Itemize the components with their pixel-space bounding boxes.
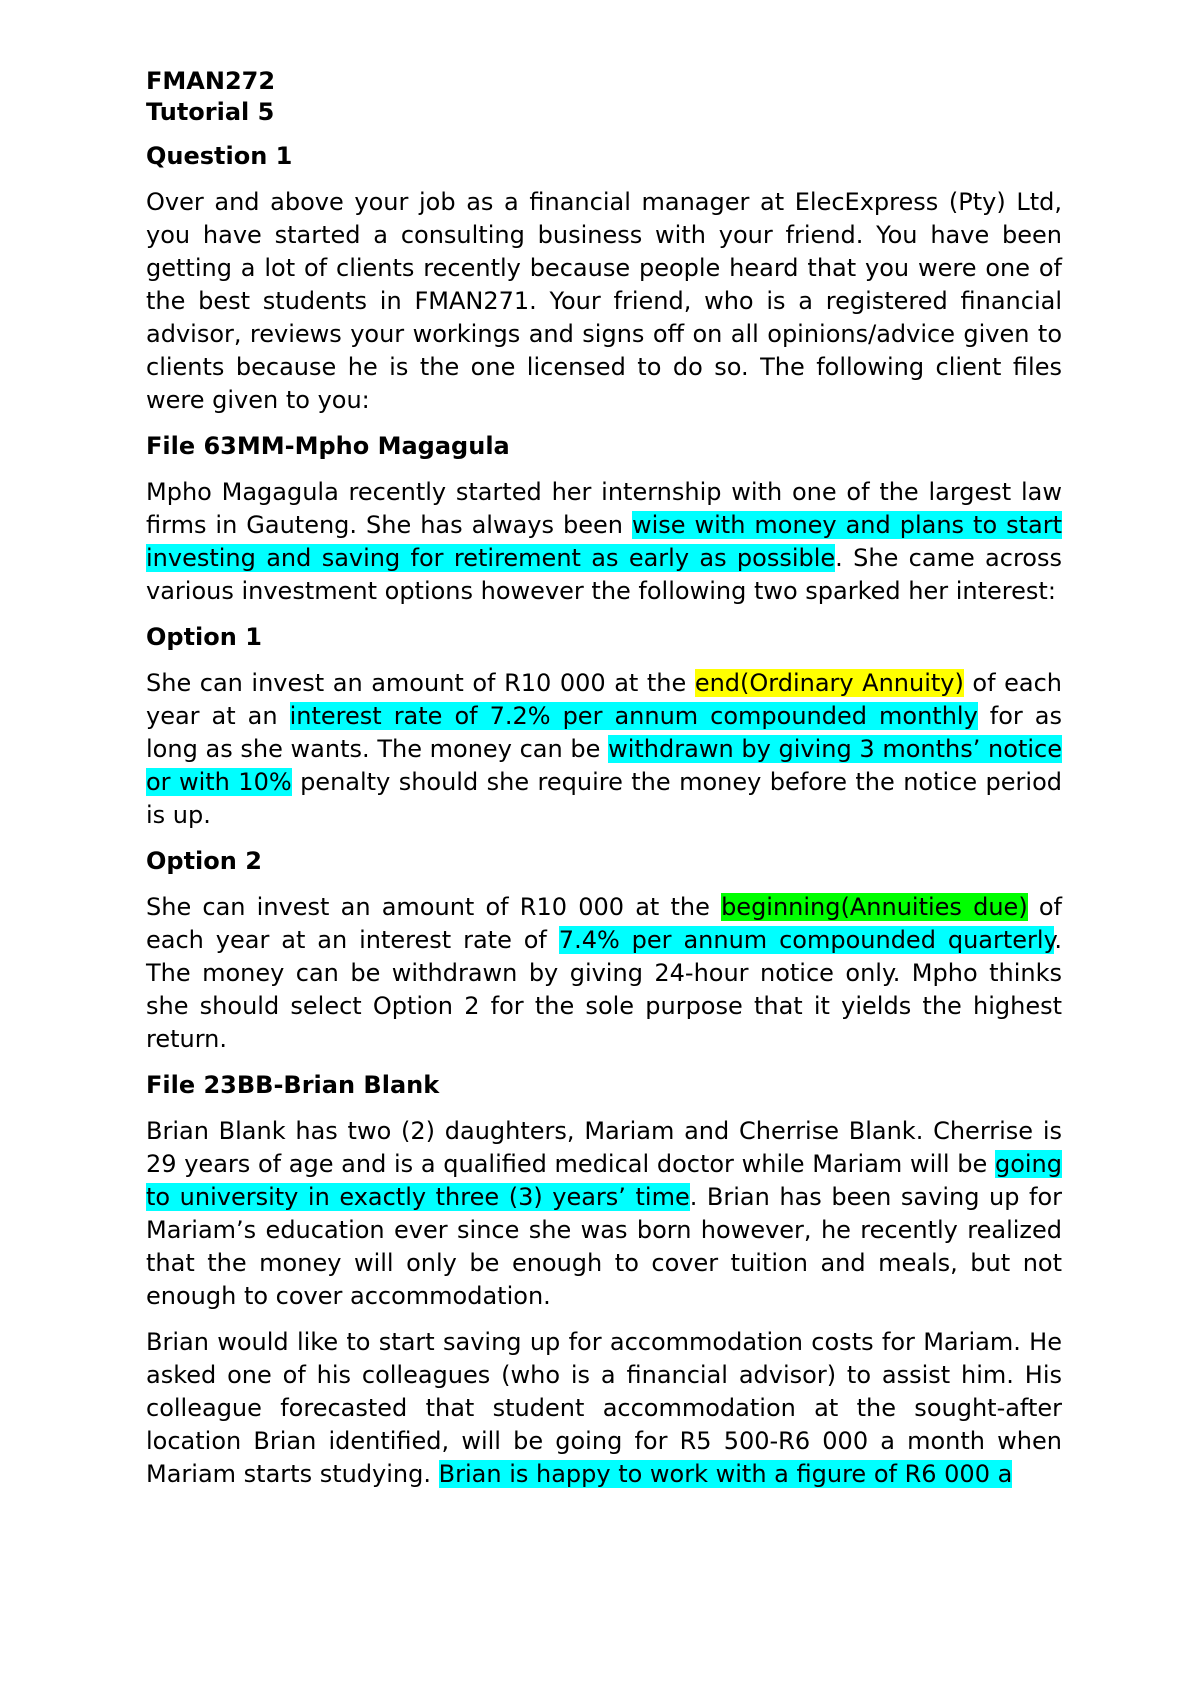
highlight-cyan: wise with money and plans to start investing and saving for retirement as early as possible — [146, 511, 1062, 572]
text-run: of each year at an interest rate of — [146, 893, 1062, 954]
question-heading: Question 1 — [146, 142, 293, 170]
text-run: for as long as she wants. The money can be — [146, 702, 1063, 763]
option2-paragraph — [146, 891, 1062, 1056]
highlight-yellow: end(Ordinary Annuity) — [694, 669, 964, 697]
highlight-cyan: interest rate of 7.2% per annum compounded monthly — [289, 702, 978, 730]
option2-heading: Option 2 — [146, 847, 262, 875]
text-run: . Brian has been saving up for Mariam’s education ever since she was born however, he recently realized that the money will only be enough to cover tuition and meals, but not enough to cover accommodation. — [146, 1183, 1062, 1310]
mpho-paragraph — [146, 476, 1062, 608]
text-run: She can invest an amount of R10 000 at the — [146, 669, 695, 697]
document-page — [146, 66, 1062, 1504]
question-intro: Over and above your job as a financial manager at ElecExpress (Pty) Ltd, you have started a consulting business with your friend. You have been getting a lot of clients recently because people heard that you were one of the best students in FMAN271. Your friend, who is a registered financial advisor, reviews your workings and signs off on all opinions/advice given to clients because he is the one licensed to do so. The following client files were given to you: — [146, 188, 1062, 414]
text-run: . She came across various investment options however the following two sparked her interest: — [146, 544, 1062, 605]
option1-paragraph — [146, 667, 1062, 832]
text-run: Brian would like to start saving up for accommodation costs for Mariam. He asked one of his colleagues (who is a financial advisor) to assist him. His colleague forecasted that student accommodation at the sought-after location Brian identified, will be going for R5 500-R6 000 a month when Mariam starts studying. — [146, 1328, 1062, 1488]
option1-heading: Option 1 — [146, 623, 262, 651]
file-heading-mpho: File 63MM-Mpho Magagula — [146, 432, 510, 460]
highlight-cyan: 7.4% per annum compounded quarterly — [558, 926, 1055, 954]
text-run: penalty should she require the money before the notice period is up. — [146, 768, 1062, 829]
text-run: . The money can be withdrawn by giving 24-hour notice only. Mpho thinks she should select Option 2 for the sole purpose that it yields the highest return. — [146, 926, 1062, 1053]
highlight-green: beginning(Annuities due) — [721, 893, 1028, 921]
text-run: of each year at an — [146, 669, 1062, 730]
course-code: FMAN272 — [146, 67, 276, 95]
highlight-cyan: withdrawn by giving 3 months’ notice or with 10% — [146, 735, 1062, 796]
brian-paragraph-1 — [146, 1115, 1062, 1313]
text-run: Brian Blank has two (2) daughters, Mariam and Cherrise Blank. Cherrise is 29 years of age and is a qualified medical doctor while Mariam will be — [146, 1117, 1062, 1178]
highlight-cyan: Brian is happy to work with a figure of R6 000 a — [438, 1460, 1013, 1488]
highlight-cyan: going to university in exactly three (3) years’ time — [146, 1150, 1062, 1211]
brian-paragraph-2 — [146, 1326, 1062, 1491]
tutorial-title: Tutorial 5 — [146, 98, 275, 126]
text-run: Mpho Magagula recently started her internship with one of the largest law firms in Gauteng. She has always been — [146, 478, 1062, 539]
text-run: She can invest an amount of R10 000 at the — [146, 893, 722, 921]
file-heading-brian: File 23BB-Brian Blank — [146, 1071, 440, 1099]
